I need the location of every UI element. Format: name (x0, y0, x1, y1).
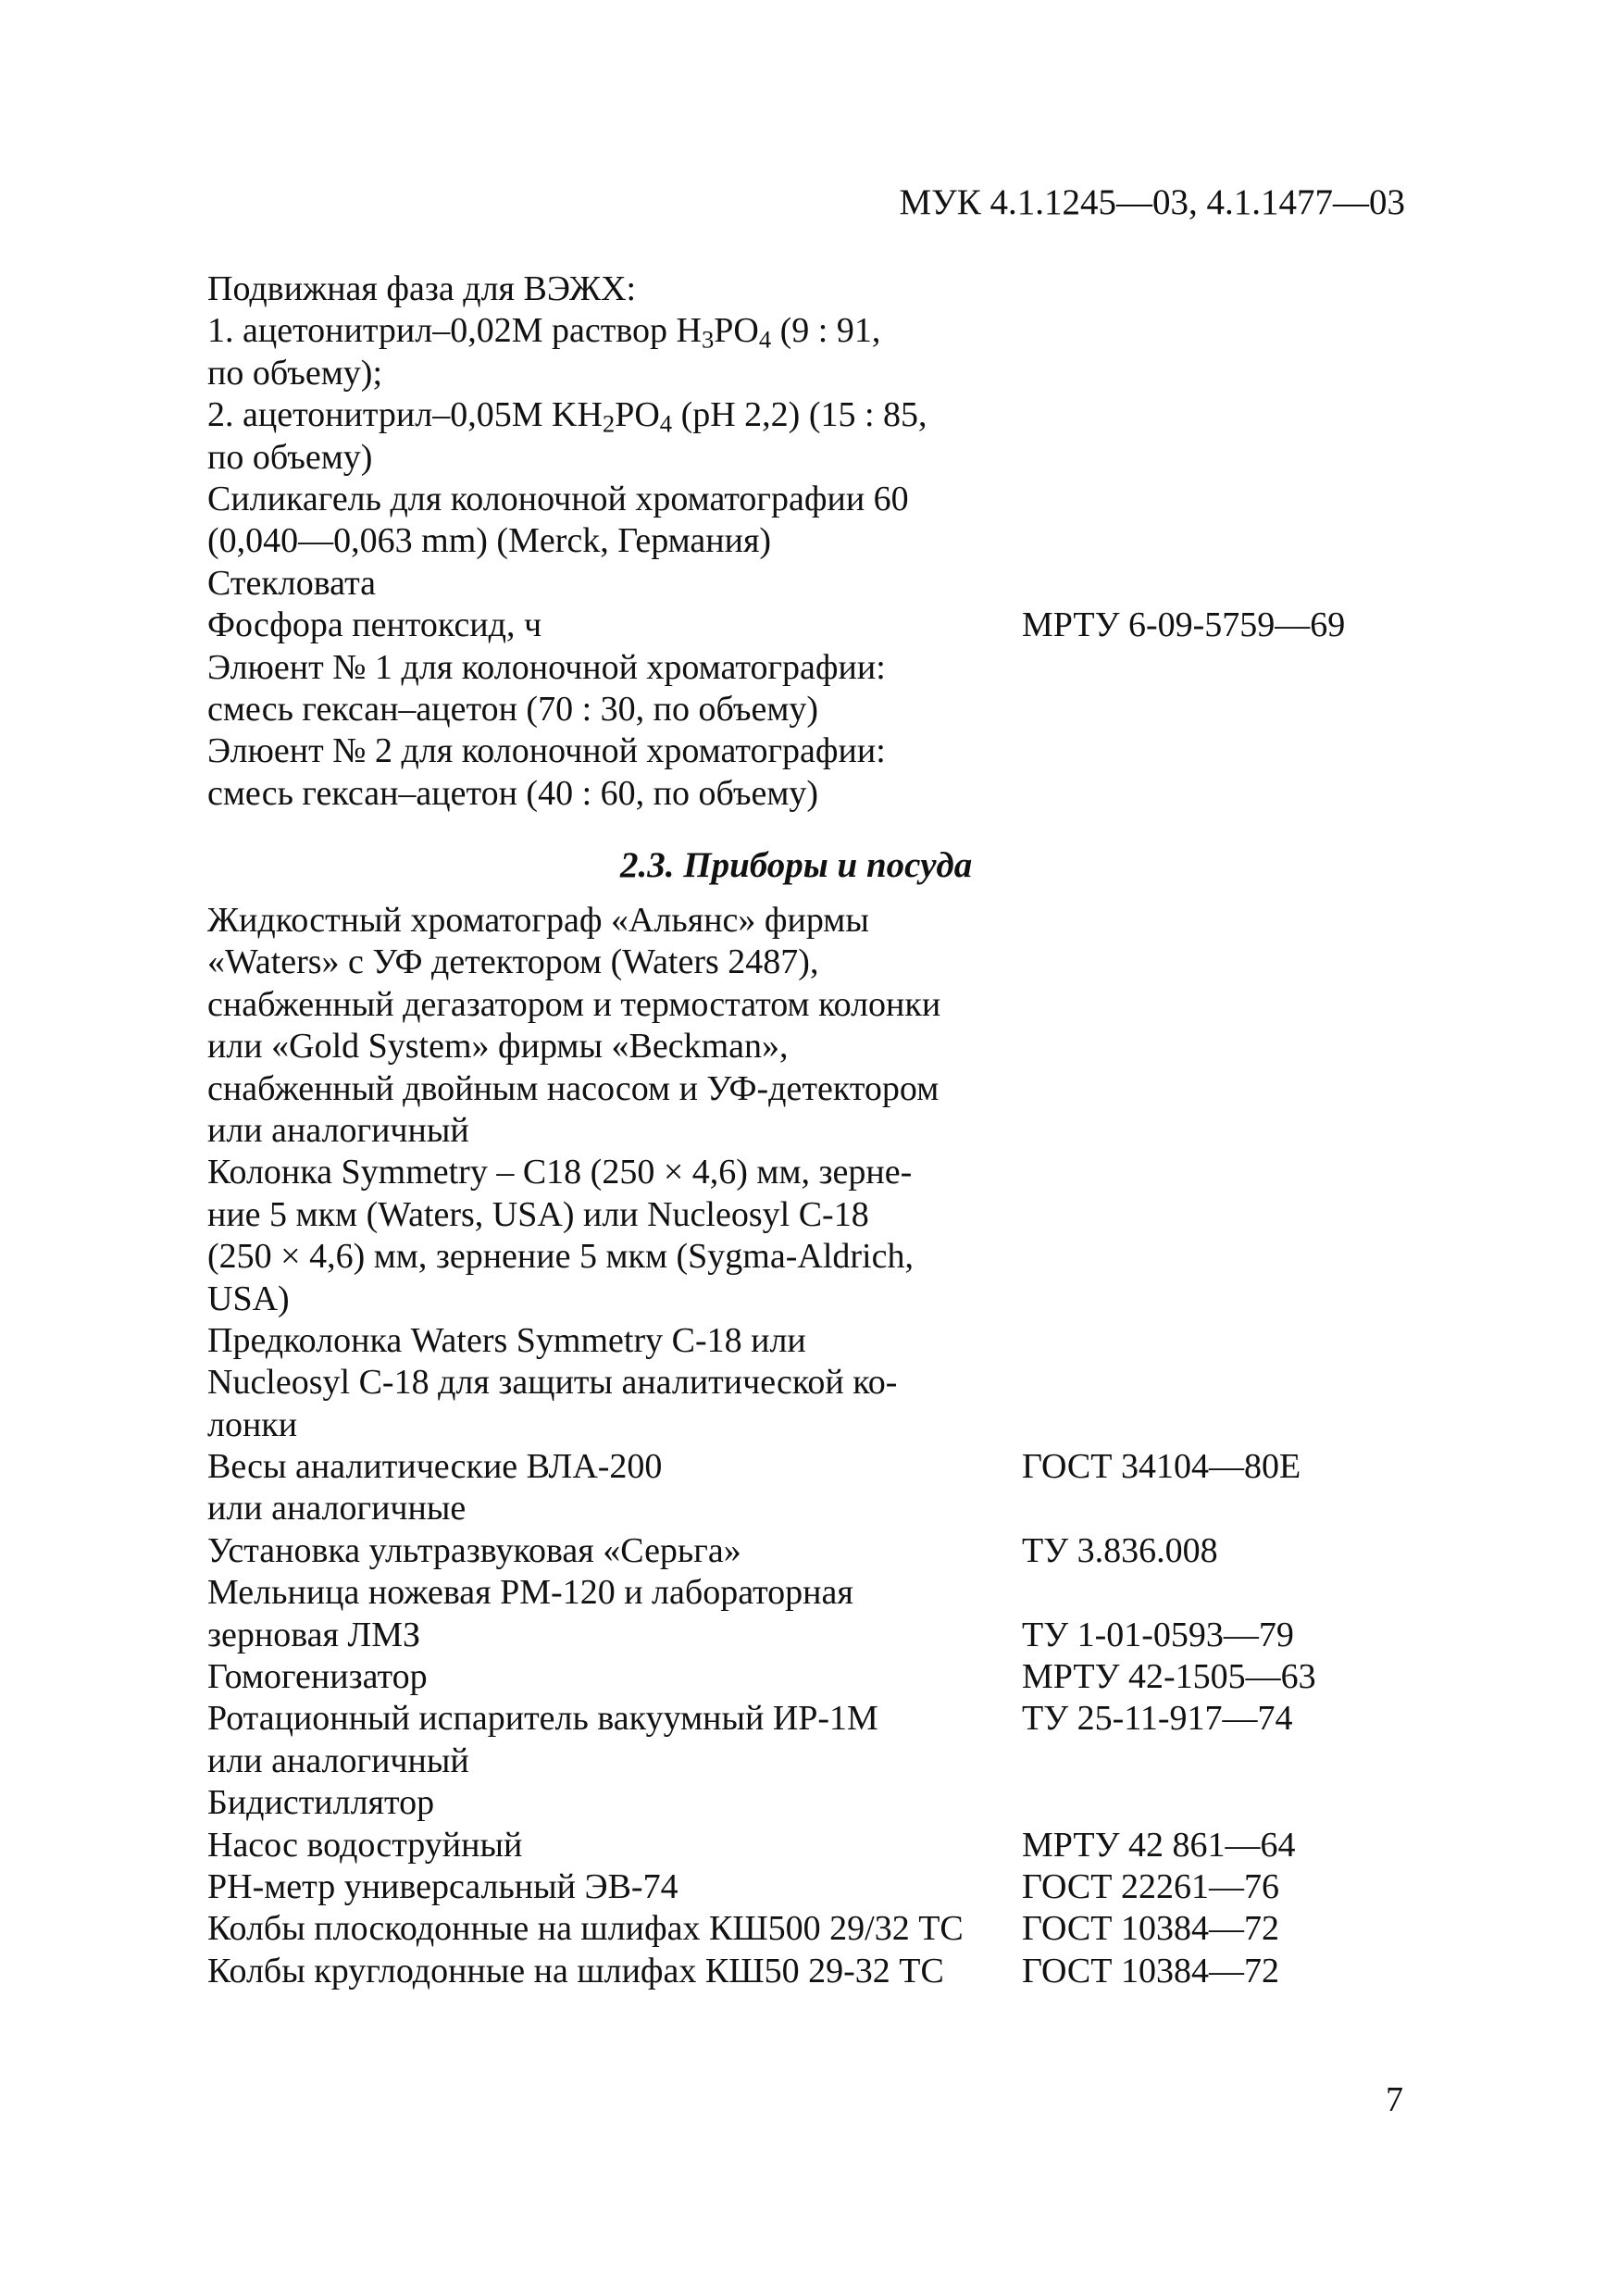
column-line: (250 × 4,6) мм, зернение 5 мкм (Sygma-Aldrich, (207, 1237, 914, 1277)
hplc-line: снабженный двойным насосом и УФ-детектором (207, 1068, 940, 1108)
hplc-line: или аналогичный (207, 1110, 469, 1150)
hplc-line: «Waters» с УФ детектором (Waters 2487), (207, 942, 819, 982)
phosphorus-row (207, 605, 1411, 646)
equipment-name: Колбы плоскодонные на шлифах КШ500 29/32 ТС (207, 1909, 964, 1949)
eluent-1-cont: смесь гексан–ацетон (70 : 30, по объему) (207, 689, 819, 729)
precolumn-line: лонки (207, 1404, 298, 1444)
equipment-name: Весы аналитические ВЛА-200 (207, 1447, 663, 1487)
section-heading: 2.3. Приборы и посуда (620, 845, 973, 885)
mobile-phase-1-cont: по объему); (207, 353, 382, 393)
equipment-row (207, 1951, 1411, 1992)
equipment-row (207, 1615, 1411, 1656)
hplc-line: снабженный дегазатором и термостатом колонки (207, 984, 941, 1024)
equipment-name: или аналогичные (207, 1489, 467, 1529)
equipment-row (207, 1572, 1411, 1614)
column-line: Колонка Symmetry – С18 (250 × 4,6) мм, зерне- (207, 1153, 913, 1192)
equipment-row (207, 1908, 1411, 1950)
equipment-standard: ГОСТ 10384—72 (1022, 1951, 1279, 1990)
precolumn-line: Nucleosyl C-18 для защиты аналитической ко- (207, 1363, 898, 1403)
equipment-name: Установка ультразвуковая «Серьга» (207, 1530, 741, 1570)
phosphorus-standard: МРТУ 6-09-5759—69 (1022, 605, 1346, 645)
equipment-list (207, 900, 1411, 1992)
equipment-standard: ТУ 3.836.008 (1022, 1530, 1218, 1570)
column-line: USA) (207, 1279, 290, 1318)
equipment-standard: МРТУ 42 861—64 (1022, 1825, 1296, 1865)
eluent-1: Элюент № 1 для колоночной хроматографии: (207, 647, 886, 687)
equipment-row (207, 1782, 1411, 1824)
equipment-name: PH-метр универсальный ЭВ-74 (207, 1866, 678, 1906)
equipment-row (207, 1698, 1411, 1740)
running-header: МУК 4.1.1245—03, 4.1.1477—03 (899, 182, 1405, 222)
hplc-line: Жидкостный хроматограф «Альянс» фирмы (207, 901, 869, 940)
equipment-row (207, 1488, 1411, 1529)
equipment-standard: ГОСТ 10384—72 (1022, 1909, 1279, 1949)
equipment-standard: ТУ 1-01-0593—79 (1022, 1615, 1294, 1654)
column-line: ние 5 мкм (Waters, USA) или Nucleosyl C-18 (207, 1194, 869, 1234)
equipment-name: Мельница ножевая РМ-120 и лабораторная (207, 1573, 853, 1613)
silica-gel: Силикагель для колоночной хроматографии 60 (207, 479, 909, 518)
equipment-name: Гомогенизатор (207, 1657, 428, 1697)
equipment-row (207, 1866, 1411, 1908)
precolumn-line: Предколонка Waters Symmetry C-18 или (207, 1320, 806, 1360)
hplc-line: или «Gold System» фирмы «Beckman», (207, 1027, 789, 1067)
equipment-standard: МРТУ 42-1505—63 (1022, 1657, 1316, 1697)
mobile-phase-title: Подвижная фаза для ВЭЖХ: (207, 269, 637, 308)
equipment-name: Насос водоструйный (207, 1825, 523, 1865)
equipment-standard: ТУ 25-11-917—74 (1022, 1699, 1293, 1739)
equipment-name: или аналогичный (207, 1741, 469, 1780)
mobile-phase-2-cont: по объему) (207, 437, 373, 477)
page-number: 7 (1386, 2080, 1403, 2119)
phosphorus-name: Фосфора пентоксид, ч (207, 605, 542, 645)
equipment-name: Ротационный испаритель вакуумный ИР-1М (207, 1699, 878, 1739)
equipment-row (207, 1741, 1411, 1782)
equipment-row (207, 1530, 1411, 1572)
equipment-name: Колбы круглодонные на шлифах КШ50 29-32 ТС (207, 1951, 944, 1990)
glass-wool: Стекловата (207, 563, 377, 603)
equipment-name: зерновая ЛМЗ (207, 1615, 421, 1654)
eluent-2: Элюент № 2 для колоночной хроматографии: (207, 731, 886, 771)
eluent-2-cont: смесь гексан–ацетон (40 : 60, по объему) (207, 773, 819, 813)
equipment-name: Бидистиллятор (207, 1783, 435, 1823)
equipment-standard: ГОСТ 22261—76 (1022, 1866, 1279, 1906)
equipment-row (207, 1446, 1411, 1488)
equipment-row (207, 1825, 1411, 1866)
equipment-standard: ГОСТ 34104—80Е (1022, 1447, 1301, 1487)
reagents-list (207, 268, 1411, 815)
mobile-phase-1: 1. ацетонитрил–0,02М раствор $H_3PO_4$ (9 : 91, (207, 311, 881, 355)
mobile-phase-2: 2. ацетонитрил–0,05М $KH_2PO_4$ (pH 2,2) (15 : 85, (207, 395, 927, 438)
silica-gel-cont: (0,040—0,063 mm) (Merck, Германия) (207, 521, 772, 561)
equipment-row (207, 1656, 1411, 1698)
